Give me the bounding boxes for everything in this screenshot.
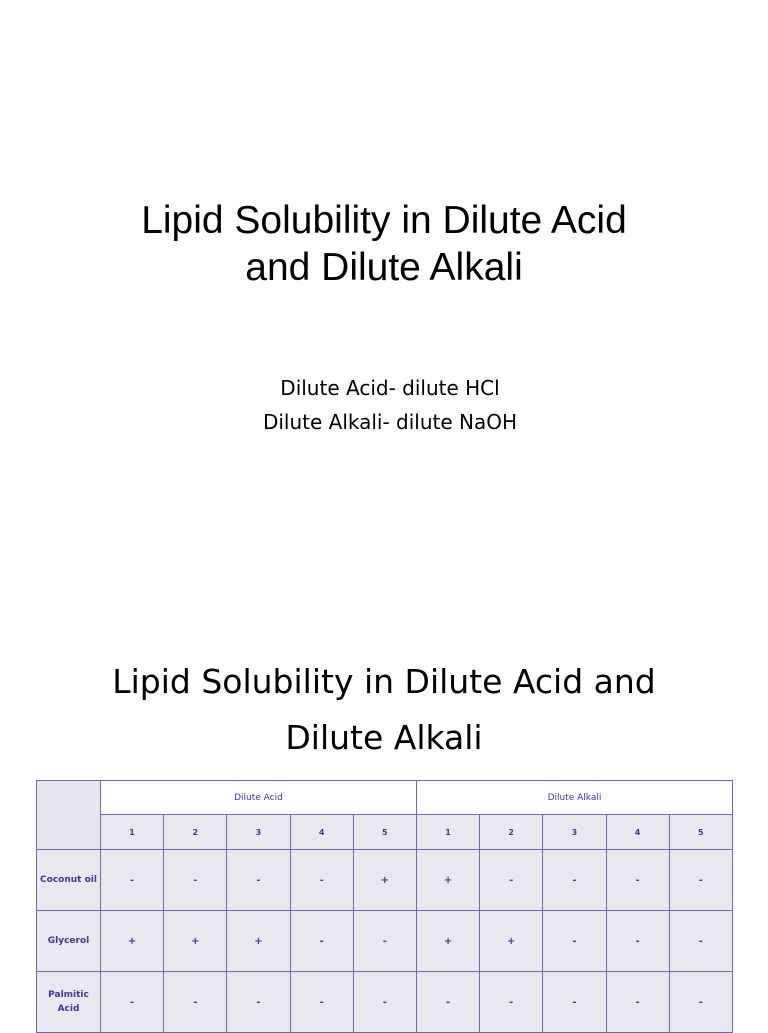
result-cell: - bbox=[290, 911, 353, 972]
slide-1-title bbox=[0, 197, 768, 291]
table-corner-cell bbox=[37, 781, 101, 850]
column-number-cell: 2 bbox=[480, 815, 543, 850]
table-group-header-row bbox=[37, 781, 733, 815]
table-column-number-row bbox=[37, 815, 733, 850]
result-cell: - bbox=[416, 972, 479, 1033]
result-cell: - bbox=[353, 972, 416, 1033]
result-cell: - bbox=[543, 911, 606, 972]
result-cell: - bbox=[353, 911, 416, 972]
table-row bbox=[37, 911, 733, 972]
result-cell: + bbox=[416, 850, 479, 911]
result-cell: - bbox=[669, 972, 732, 1033]
result-cell: - bbox=[480, 850, 543, 911]
result-cell: - bbox=[101, 972, 164, 1033]
slide-1-title-line-1: Lipid Solubility in Dilute Acid bbox=[141, 199, 627, 242]
result-cell: - bbox=[606, 972, 669, 1033]
result-cell: - bbox=[227, 972, 290, 1033]
slide-2-title bbox=[0, 654, 768, 766]
result-cell: - bbox=[606, 850, 669, 911]
result-cell: - bbox=[543, 972, 606, 1033]
result-cell: - bbox=[606, 911, 669, 972]
group-header-dilute-acid: Dilute Acid bbox=[101, 781, 417, 815]
column-number-cell: 2 bbox=[164, 815, 227, 850]
result-cell: + bbox=[353, 850, 416, 911]
slide-1-subtitle-line-2: Dilute Alkali- dilute NaOH bbox=[262, 410, 518, 434]
slide-2-title-line-1: Lipid Solubility in Dilute Acid and bbox=[112, 662, 656, 701]
result-cell: - bbox=[101, 850, 164, 911]
result-cell: - bbox=[669, 911, 732, 972]
result-cell: + bbox=[164, 911, 227, 972]
table-row bbox=[37, 972, 733, 1033]
group-header-dilute-alkali: Dilute Alkali bbox=[416, 781, 732, 815]
slide-1-title-line-2: and Dilute Alkali bbox=[245, 246, 523, 289]
solubility-table bbox=[36, 780, 733, 1033]
slide-2-title-line-2: Dilute Alkali bbox=[285, 718, 483, 757]
row-label-glycerol: Glycerol bbox=[37, 911, 101, 972]
slide-1-subtitle bbox=[0, 371, 768, 439]
result-cell: - bbox=[227, 850, 290, 911]
column-number-cell: 5 bbox=[353, 815, 416, 850]
row-label-palmitic-acid: Palmitic Acid bbox=[37, 972, 101, 1033]
result-cell: + bbox=[101, 911, 164, 972]
result-cell: + bbox=[227, 911, 290, 972]
column-number-cell: 4 bbox=[290, 815, 353, 850]
result-cell: + bbox=[480, 911, 543, 972]
column-number-cell: 5 bbox=[669, 815, 732, 850]
column-number-cell: 3 bbox=[227, 815, 290, 850]
result-cell: - bbox=[669, 850, 732, 911]
result-cell: - bbox=[164, 972, 227, 1033]
row-label-coconut-oil: Coconut oil bbox=[37, 850, 101, 911]
column-number-cell: 3 bbox=[543, 815, 606, 850]
result-cell: - bbox=[164, 850, 227, 911]
slide-2 bbox=[0, 620, 768, 1024]
result-cell: - bbox=[543, 850, 606, 911]
result-cell: - bbox=[480, 972, 543, 1033]
table-row bbox=[37, 850, 733, 911]
column-number-cell: 1 bbox=[416, 815, 479, 850]
result-cell: - bbox=[290, 850, 353, 911]
result-cell: - bbox=[290, 972, 353, 1033]
column-number-cell: 1 bbox=[101, 815, 164, 850]
result-cell: + bbox=[416, 911, 479, 972]
slide-1-subtitle-line-1: Dilute Acid- dilute HCl bbox=[280, 376, 500, 400]
column-number-cell: 4 bbox=[606, 815, 669, 850]
